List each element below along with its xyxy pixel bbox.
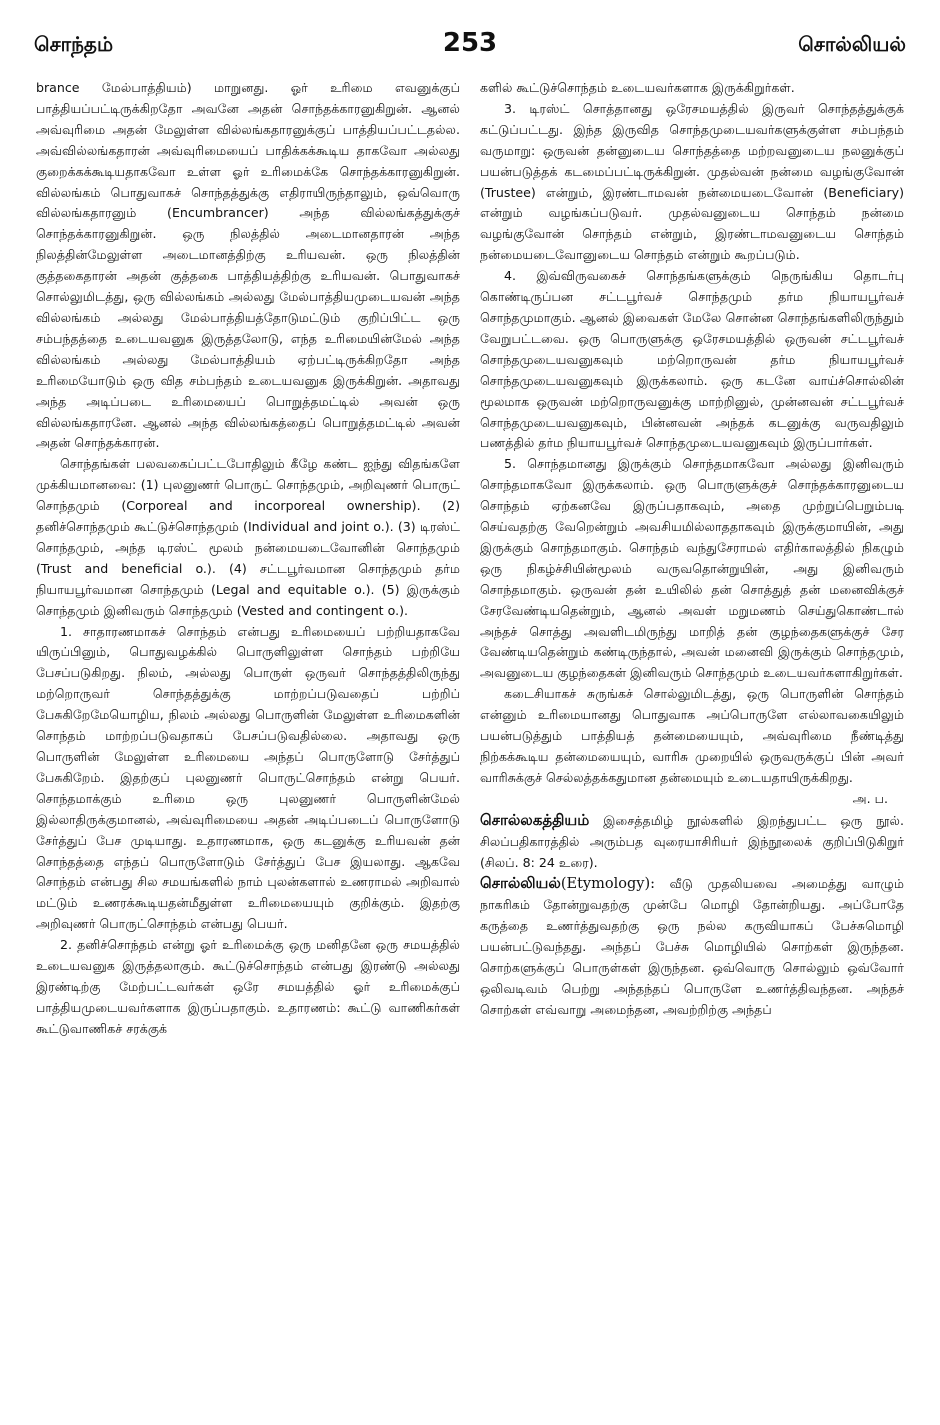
- left-column: [36, 78, 460, 1413]
- ownership-summary: கடைசியாகச் சுருங்கச் சொல்லுமிடத்து, ஒரு பொருளின் சொந்தம் என்னும் உரிமையானது பொதுவாக அப்பொருளே எல்லாவகையிலும் பயன்படுத்தும் பாத்தியத் தன்மையையும், அவ்வுரிமை நீண்டித்து நிற்கக்கூடிய தன்மையையும், வாரிசு முறையில் ஒருவருக்குப் பின் அவர் வாரிசுக்குச் செல்லத்தக்கதுமான தன்மையும் உடையதாயிருக்கிறது.: [480, 686, 904, 785]
- ownership-point-3: 3. டிரஸ்ட் சொத்தானது ஒரேசமயத்தில் இருவர் சொந்தத்துக்குக் கட்டுப்பட்டது. இந்த இருவித சொந்தமுடையவர்களுக்குள்ள சம்பந்தம் வருமாறு: ஒருவன் தன்னுடைய சொந்தத்தை மற்றவனுடைய நலனுக்குப் பயன்படுத்தக் கடமைப்பட்டிருக்கிறுன். முதல்வன் நன்மை வழங்குவோன் (Trustee) என்றும், இரண்டாமவன் நன்மையடைவோன் (Beneficiary) என்றும் வழங்கப்படுவர். முதல்வனுடைய சொந்தம் நன்மை வழங்குவோன் சொந்தம் என்றும், இரண்டாமவனுடைய சொந்தம் நன்மையடைவோனுடைய சொந்தம் என்றும் கூறப்படும்.: [480, 100, 904, 263]
- left-guide-word: சொந்தம்: [34, 32, 114, 56]
- entry-sollagathiyam-headword: சொல்லகத்தியம்: [480, 810, 590, 829]
- ownership-point-2-continued: களில் கூட்டுச்சொந்தம் உடையவர்களாக இருக்கிறுர்கள்.: [480, 80, 795, 95]
- ownership-point-5: 5. சொந்தமானது இருக்கும் சொந்தமாகவோ அல்லது இனிவரும் சொந்தமாகவோ இருக்கலாம். ஒரு பொருளுக்குச் சொந்தக்காரனுடைய சொந்தம் ஏற்கனவே இருப்பதாகவும், அதை முற்றுப்பெறும்படி செய்வதற்கு வேறென்றும் அவசியமில்லாததாகவும் இருக்குமாயின், அது இருக்கும் சொந்தமாகும். சொந்தம் வந்துசேராமல் எதிர்காலத்தில் நிகழும் ஒரு நிகழ்ச்சியின்மூலம் வருவதொன்றுயின், அது இனிவரும் சொந்தமாகும். ஒருவன் தன் உயிலில் தன் சொத்துத் தன் மனைவிக்குச் சேரவேண்டியதென்றும், ஆனல் அவள் மறுமணம் செய்துகொண்டால் அந்தச் சொத்து அவளிடமிருந்து மாறித் தன் குழந்தைகளுக்குச் சேர வேண்டியதென்றும் கண்டிருந்தால், அவன் மனைவி இருக்கும் சொந்தமும், அவனுடைய குழந்தைகள் இனிவரும் சொந்தமும் உடையவர்களாகிறுர்கள்.: [480, 456, 904, 681]
- ownership-point-4: 4. இவ்விருவகைச் சொந்தங்களுக்கும் நெருங்கிய தொடர்பு கொண்டிருப்பன சட்டபூர்வச் சொந்தமும் தர்ம நியாயபூர்வச் சொந்தமுமாகும். ஆனல் இவைகள் மேலே சொன்ன சொந்தங்களிலிருந்தும் வேறுபட்டவை. ஒரு பொருளுக்கு ஒரேசமயத்தில் ஒருவன் சட்டபூர்வச் சொந்தமுடையவனுகவும் மற்றொருவன் தர்ம நியாயபூர்வச் சொந்தமுடையவனுகவும் இருக்கலாம். ஒரு கடனே வாய்ச்சொல்லின் மூலமாக ஒருவன் மற்றொருவனுக்கு மாற்றினுல், முன்னவன் சட்டபூர்வச் சொந்தமுடையவனுகவும், பின்னவன் அந்தக் கடனுக்கு வருவதிலும் பணத்தில் தர்ம நியாயபூர்வச் சொந்தமுடையவனுகவும் இருப்பார்கள்.: [480, 268, 904, 451]
- entry-solliyal-english-term: (Etymology):: [560, 876, 655, 893]
- ownership-paragraph-encumbrance: brance மேல்பாத்தியம்) மாறுனது. ஓர் உரிமை எவனுக்குப் பாத்தியப்பட்டிருக்கிறதோ அவனே அதன் சொந்தக்காரனுகிறுன். ஆனல் அவ்வுரிமை அதன் மேலுள்ள வில்லங்கதாரனுக்குப் பாத்தியப்பட்டதல்ல. அவ்வில்லங்கதாரன் அவ்வுரிமையைப் பாதிக்கக்கூடிய தாகவோ அல்லது குறைக்கக்கூடியதாகவோ உள்ள ஓர் உரிமைக்கே சொந்தக்காரனுகிறுன். வில்லங்கம் பொதுவாகச் சொந்தத்துக்கு எதிராயிருந்தாலும், ஒவ்வொரு வில்லங்கதாரனும் (Encumbrancer) அந்த வில்லங்கத்துக்குச் சொந்தக்காரனுகிறுன். ஒரு நிலத்தில் அடைமானதாரன் அந்த நிலத்தின்மேலுள்ள அடைமானத்திற்கு உரியவன். ஒரு நிலத்தின் குத்தகைதாரன் அதன் குத்தகை பாத்தியத்திற்கு உரியவன். பொதுவாகச் சொல்லுமிடத்து, ஒரு வில்லங்கம் அல்லது மேல்பாத்தியமுடையவன் அந்த வில்லங்கம் அல்லது மேல்பாத்தியத்தோடுமட்டும் குறிப்பிட்ட ஒரு சம்பந்தத்தை உடையவனுக இருத்தலோடு, எந்த உரிமையின்மேல் அந்த வில்லங்கம் அல்லது மேல்பாத்தியம் ஏற்பட்டிருக்கிறதோ அந்த உரிமையோடும் ஒரு வித சம்பந்தம் உடையவனுக இருக்கிறுன். அதாவது அந்த அடிப்படை உரிமையைப் பொறுத்தமட்டில் அவன் ஒரு வில்லங்கதாரனே. ஆனல் அந்த வில்லங்கத்தைப் பொறுத்தமட்டில் அவன் அதன் சொந்தக்காரன்.: [36, 80, 460, 451]
- page-number: 253: [442, 28, 498, 58]
- entry-solliyal: [480, 873, 904, 1020]
- entry-sollagathiyam-text: இசைத்தமிழ் நூல்களில் இறந்துபட்ட ஒரு நூல். சிலப்பதிகாரத்தில் அரும்பத வுரையாசிரியர் இந்நூலைக் குறிப்பிடுகிறுர் (சிலப். 8: 24 உரை).: [480, 812, 904, 870]
- entry-sollagathiyam: [480, 810, 904, 874]
- entry-solliyal-headword: சொல்லியல்: [480, 874, 561, 893]
- right-column: [480, 78, 904, 1413]
- ownership-point-1: 1. சாதாரணமாகச் சொந்தம் என்பது உரிமையைப் பற்றியதாகவே யிருப்பினும், பொதுவழக்கில் பொருளிலுள்ள சொந்தம் பற்றியே பேசப்படுகிறது. நிலம், அல்லது பொருள் ஒருவர் சொந்தத்திலிருந்து மற்றொருவர் சொந்தத்துக்கு மாற்றப்படுவதைப் பற்றிப் பேசுகிறேமேயொழிய, நிலம் அல்லது பொருளின் மேலுள்ள உரிமைகளின் சொந்தம் மாற்றப்படுவதாகப் பேசப்படுவதில்லை. அதாவது ஒரு பொருளின் மேலுள்ள உரிமையை அந்தப் பொருளோடு சேர்த்துப் பேசுகிறேம். இதற்குப் புலனுணர் பொருட்சொந்தம் என்று பெயர். சொந்தமாக்கும் உரிமை ஒரு புலனுணர் பொருளின்மேல் இல்லாதிருக்குமானல், அவ்வுரிமையை அதன் அடிப்படைப் பொருளோடு சேர்த்துப் பேச முடியாது. உதாரணமாக, ஒரு கடனுக்கு உரியவன் தன் சொந்தத்தை எந்தப் பொருளோடும் சேர்த்துப் பேச இயலாது. ஆகவே சொந்தம் என்பது சில சமயங்களில் நாம் புலன்களால் உணராமல் அறிவால் மட்டும் உணரக்கூடியதன்மீதுள்ள உரிமையையும் குறிக்கும். இதற்கு அறிவுணர் பொருட்சொந்தம் என்பது பெயர்.: [36, 623, 460, 932]
- ownership-point-2: 2. தனிச்சொந்தம் என்று ஓர் உரிமைக்கு ஒரு மனிதனே ஒரு சமயத்தில் உடையவனுக இருத்தலாகும். கூட்டுச்சொந்தம் என்பது இரண்டு அல்லது இரண்டிற்கு மேற்பட்டவர்கள் ஒரே சமயத்தில் ஓர் உரிமைக்குப் பாத்தியமுடையவர்களாக இருப்பதாகும். உதாரணம்: கூட்டு வாணிகர்கள் கூட்டுவாணிகச் சரக்குக்: [36, 937, 460, 1036]
- page-header: [34, 28, 906, 64]
- ownership-kinds-paragraph: சொந்தங்கள் பலவகைப்பட்டபோதிலும் கீழே கண்ட ஐந்து விதங்களே முக்கியமானவை: (1) புலனுணர் பொருட் சொந்தமும், அறிவுணர் பொருட் சொந்தமும் (Corporeal and incorporeal ownership). (2) தனிச்சொந்தமும் கூட்டுச்சொந்தமும் (Individual and joint o.). (3) டிரஸ்ட் சொந்தமும், அந்த டிரஸ்ட் மூலம் நன்மையடைவோனின் சொந்தமும் (Trust and beneficial o.). (4) சட்டபூர்வமான சொந்தமும் தர்ம நியாயபூர்வமான சொந்தமும் (Legal and equitable o.). (5) இருக்கும் சொந்தமும் இனிவரும் சொந்தமும் (Vested and contingent o.).: [36, 456, 460, 618]
- author-initials: அ. ப.: [852, 790, 888, 806]
- right-guide-word: சொல்லியல்: [798, 32, 906, 56]
- entry-solliyal-text: வீடு முதலியவை அமைத்து வாழும் நாகரிகம் தோன்றுவதற்கு முன்பே மொழி தோன்றியது. அப்போதே கருத்தை உணர்த்துவதற்கு ஒரு நல்ல கருவியாகப் பேச்சுமொழி பயன்பட்டுவந்தது. அந்தப் பேச்சு மொழியில் சொற்கள் இருந்தன. சொற்களுக்குப் பொருள்கள் இருந்தன. ஒவ்வொரு சொல்லும் ஒவ்வோர் ஒலிவடிவம் பெற்று அந்தந்தப் பொருளே உணர்த்திவந்தன. அந்தச் சொற்கள் எவ்வாறு அமைந்தன, அவற்றிற்கு அந்தப்: [480, 876, 904, 1017]
